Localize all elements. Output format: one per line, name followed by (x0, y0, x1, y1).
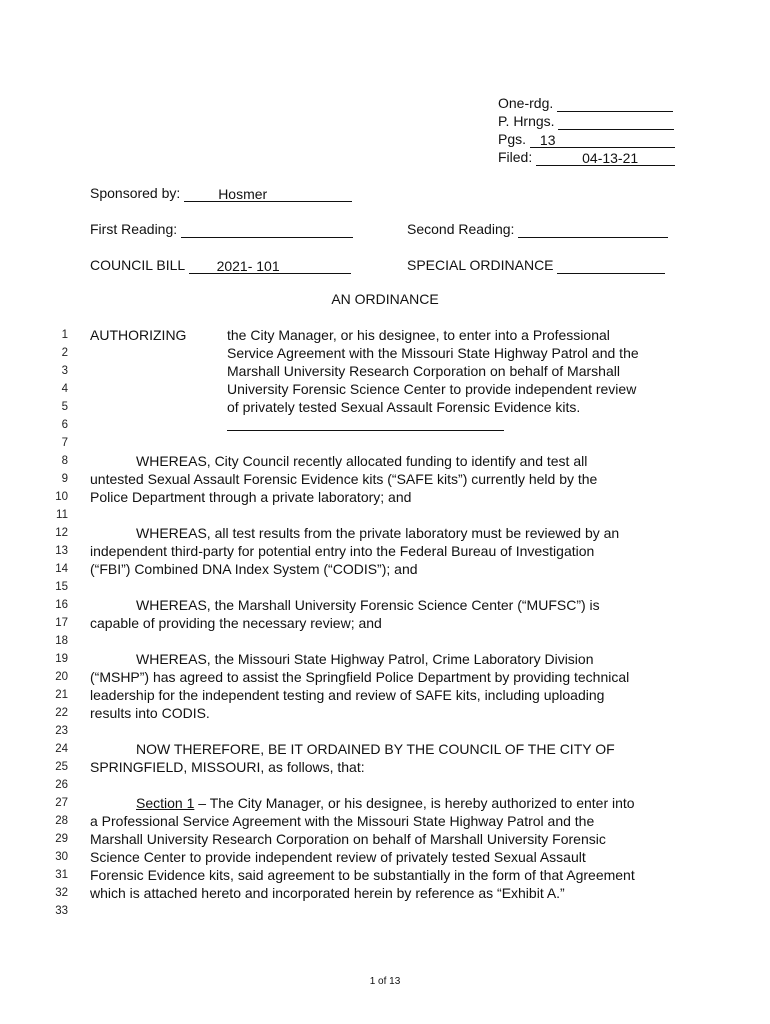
text-line: WHEREAS, the Marshall University Forensic Science Center (“MUFSC”) is (136, 597, 600, 613)
pgs-value: 13 (539, 132, 556, 148)
line-number: 27 (55, 797, 68, 809)
line-number: 16 (55, 599, 68, 611)
line-number: 6 (61, 419, 68, 431)
authorizing-divider (227, 430, 504, 431)
line-number: 32 (55, 887, 68, 899)
line-number: 20 (55, 671, 68, 683)
line-number: 14 (55, 563, 68, 575)
text-line: (“FBI”) Combined DNA Index System (“CODIS”); and (90, 561, 418, 577)
council-bill-row (90, 256, 351, 274)
line-number: 4 (61, 383, 68, 395)
one-rdg-label: One-rdg. (498, 95, 554, 111)
text-line: which is attached hereto and incorporated herein by reference as “Exhibit A.” (90, 885, 565, 901)
text-line: results into CODIS. (90, 705, 210, 721)
line-number: 23 (55, 725, 68, 737)
section-1-first-line: – The City Manager, or his designee, is hereby authorized to enter into (194, 795, 635, 811)
text-line: (“MSHP”) has agreed to assist the Springfield Police Department by providing technical (90, 669, 630, 685)
first-reading-label: First Reading: (90, 221, 178, 237)
text-line (136, 794, 635, 812)
section-1-label: Section 1 (136, 795, 195, 811)
second-reading-row (407, 220, 668, 238)
line-number: 2 (61, 347, 68, 359)
text-line: WHEREAS, City Council recently allocated funding to identify and test all (136, 453, 588, 469)
one-rdg-row (498, 94, 673, 112)
one-rdg-field (557, 95, 673, 112)
text-line: the City Manager, or his designee, to enter into a Professional (227, 327, 610, 343)
text-line: University Forensic Science Center to provide independent review (227, 381, 637, 397)
filed-label: Filed: (498, 149, 533, 165)
line-number: 7 (61, 437, 68, 449)
line-number: 15 (55, 581, 68, 593)
text-line: Marshall University Research Corporation on behalf of Marshall (227, 363, 620, 379)
text-line: of privately tested Sexual Assault Forensic Evidence kits. (227, 399, 581, 415)
p-hrngs-row (498, 112, 674, 130)
line-number: 31 (55, 869, 68, 881)
pgs-label: Pgs. (498, 131, 527, 147)
line-number: 12 (55, 527, 68, 539)
text-line: WHEREAS, the Missouri State Highway Patrol, Crime Laboratory Division (136, 651, 594, 667)
text-line: Marshall University Research Corporation on behalf of Marshall University Forensic (90, 831, 606, 847)
text-line: WHEREAS, all test results from the private laboratory must be reviewed by an (136, 525, 620, 541)
line-number: 1 (61, 329, 68, 341)
line-number: 30 (55, 851, 68, 863)
sponsored-row (90, 184, 352, 202)
first-reading-row (90, 220, 353, 238)
authorizing-label: AUTHORIZING (90, 327, 187, 343)
line-number: 29 (55, 833, 68, 845)
filed-row (498, 148, 675, 166)
line-number: 11 (56, 509, 68, 521)
pgs-row (498, 130, 675, 148)
line-number: 19 (55, 653, 68, 665)
text-line: Police Department through a private laboratory; and (90, 489, 412, 505)
special-ordinance-field (557, 257, 665, 274)
special-ordinance-label: SPECIAL ORDINANCE (407, 257, 554, 273)
text-line: Forensic Evidence kits, said agreement to be substantially in the form of that Agreement (90, 867, 635, 883)
council-bill-field (189, 257, 351, 274)
text-line: independent third-party for potential entry into the Federal Bureau of Investigation (90, 543, 595, 559)
line-number: 18 (55, 635, 68, 647)
council-bill-value: 2021- 101 (216, 258, 280, 274)
page-number: 1 of 13 (369, 976, 401, 987)
text-line: a Professional Service Agreement with the Missouri State Highway Patrol and the (90, 813, 595, 829)
line-number: 3 (61, 365, 68, 377)
special-ordinance-row (407, 256, 665, 274)
text-line: Science Center to provide independent review of privately tested Sexual Assault (90, 849, 586, 865)
line-number: 22 (55, 707, 68, 719)
sponsored-field (184, 185, 352, 202)
p-hrngs-label: P. Hrngs. (498, 113, 555, 129)
line-number: 9 (61, 473, 68, 485)
line-number: 8 (61, 455, 68, 467)
line-number: 26 (55, 779, 68, 791)
first-reading-field (181, 221, 353, 238)
line-number: 24 (55, 743, 68, 755)
line-number: 25 (55, 761, 68, 773)
sponsored-value: Hosmer (218, 186, 268, 202)
ordinance-title: AN ORDINANCE (331, 291, 439, 307)
council-bill-label: COUNCIL BILL (90, 257, 185, 273)
second-reading-label: Second Reading: (407, 221, 515, 237)
text-line: leadership for the independent testing and review of SAFE kits, including uploading (90, 687, 605, 703)
line-number: 10 (55, 491, 68, 503)
line-number: 28 (55, 815, 68, 827)
text-line: NOW THEREFORE, BE IT ORDAINED BY THE COUNCIL OF THE CITY OF (136, 741, 615, 757)
text-line: untested Sexual Assault Forensic Evidence kits (“SAFE kits”) currently held by the (90, 471, 598, 487)
line-number: 13 (55, 545, 68, 557)
line-number: 17 (55, 617, 68, 629)
second-reading-field (518, 221, 668, 238)
p-hrngs-field (558, 113, 674, 130)
line-number: 33 (55, 905, 68, 917)
text-line: Service Agreement with the Missouri State Highway Patrol and the (227, 345, 639, 361)
pgs-field (530, 131, 675, 148)
text-line: capable of providing the necessary review; and (90, 615, 382, 631)
line-number: 5 (61, 401, 68, 413)
sponsored-label: Sponsored by: (90, 185, 181, 201)
filed-value: 04-13-21 (582, 150, 639, 166)
filed-field (536, 149, 675, 166)
line-number: 21 (55, 689, 68, 701)
text-line: SPRINGFIELD, MISSOURI, as follows, that: (90, 759, 365, 775)
